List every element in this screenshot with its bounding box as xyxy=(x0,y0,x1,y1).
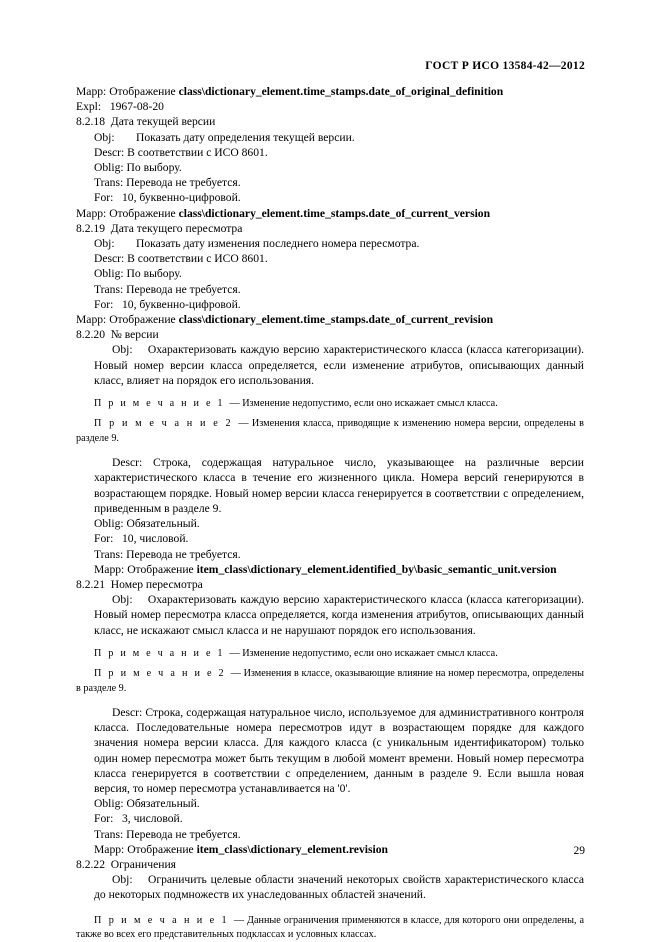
field-label: For: xyxy=(94,191,114,205)
note-label: П р и м е ч а н и е 2 xyxy=(94,418,239,430)
section-heading: 8.2.22 Ограничения xyxy=(76,857,176,871)
field-label: Expl: xyxy=(76,100,102,114)
field-value: Перевода не требуется. xyxy=(126,282,241,296)
field-value: Охарактеризовать каждую версию характеристического класса (класса категоризации). Новый номер пересмотра класса определяется, когда изменения атрибутов, описывающих данный класс, не искажают смысл класса и не нарушают порядок его использования. xyxy=(94,593,585,637)
mapping-code: class\dictionary_element.time_stamps.date_of_current_revision xyxy=(178,313,494,327)
field-label: Obj: xyxy=(94,130,115,144)
field-label: Mapp: xyxy=(94,562,125,576)
field-label: Oblig: xyxy=(94,517,124,531)
field-row xyxy=(76,282,584,297)
note-label: П р и м е ч а н и е 1 xyxy=(94,647,230,659)
field-value: Перевода не требуется. xyxy=(126,176,241,190)
field-label: For: xyxy=(94,297,114,311)
field-row xyxy=(76,531,584,546)
field-row xyxy=(76,562,584,577)
field-label: Descr: xyxy=(94,252,125,266)
field-paragraph xyxy=(76,455,584,516)
field-label: Obj: xyxy=(112,593,133,607)
field-value: Охарактеризовать каждую версию характеристического класса (класса категоризации). Новый номер версии класса определяется, если изменение атрибутов, описывающих данный класс, влияет на порядок его использования. xyxy=(94,343,585,387)
field-row xyxy=(76,827,584,842)
note-text: — Данные ограничения применяются в классе, для которого они определены, а также во всех его представительных подклассах и условных классах. xyxy=(76,914,584,940)
field-value: В соответствии с ИСО 8601. xyxy=(127,145,268,159)
note-text: — Изменения в классе, оказывающие влияние на номер пересмотра, определены в разделе 9. xyxy=(76,668,584,694)
field-label: Mapp: xyxy=(94,842,125,856)
field-row xyxy=(76,206,584,221)
field-value: 1967-08-20 xyxy=(109,100,164,114)
mapping-code: class\dictionary_element.time_stamps.date_of_current_version xyxy=(178,206,491,220)
field-row xyxy=(76,99,584,114)
field-row xyxy=(76,236,584,251)
note-label: П р и м е ч а н и е 1 xyxy=(94,398,230,410)
section-heading: 8.2.18 Дата текущей версии xyxy=(76,115,216,129)
field-row xyxy=(76,811,584,826)
field-paragraph xyxy=(76,342,584,388)
field-row xyxy=(76,297,584,312)
field-paragraph xyxy=(76,872,584,902)
field-value: 3, числовой. xyxy=(122,812,183,826)
field-row xyxy=(76,312,584,327)
field-row xyxy=(76,266,584,281)
field-value: Отображение xyxy=(109,85,179,98)
field-label: For: xyxy=(94,532,114,546)
field-label: Descr: xyxy=(112,705,143,719)
note-text: — Изменение недопустимо, если оно искажает смысл класса. xyxy=(229,398,498,410)
note-text: — Изменения класса, приводящие к изменению номера версии, определены в разделе 9. xyxy=(76,418,584,444)
note-label: П р и м е ч а н и е 1 xyxy=(94,914,234,926)
field-label: Trans: xyxy=(94,547,124,561)
field-value: По выбору. xyxy=(126,161,182,175)
field-value: 10, числовой. xyxy=(122,532,189,546)
field-row xyxy=(76,190,584,205)
page-number: 29 xyxy=(573,845,585,857)
mapping-code: item_class\dictionary_element.identified_by\basic_semantic_unit.version xyxy=(196,562,557,576)
field-row xyxy=(76,175,584,190)
field-label: Descr: xyxy=(94,145,125,159)
field-row xyxy=(76,160,584,175)
field-label: Mapp: xyxy=(76,313,107,327)
field-value: Отображение xyxy=(109,313,179,327)
mapping-code: class\dictionary_element.time_stamps.date_of_original_definition xyxy=(178,85,504,98)
note-paragraph xyxy=(76,397,584,411)
field-row xyxy=(76,516,584,531)
document-body xyxy=(76,84,584,942)
field-value: В соответствии с ИСО 8601. xyxy=(127,252,268,266)
field-paragraph xyxy=(76,592,584,638)
section-heading: 8.2.21 Номер пересмотра xyxy=(76,577,203,591)
field-value: Обязательный. xyxy=(126,517,200,531)
field-label: Mapp: xyxy=(76,206,107,220)
field-value: 10, буквенно-цифровой. xyxy=(122,191,241,205)
field-paragraph xyxy=(76,705,584,796)
field-row xyxy=(76,796,584,811)
field-label: Trans: xyxy=(94,176,124,190)
field-value: Строка, содержащая натуральное число, указывающее на различные версии характеристического класса в течение его жизненного цикла. Номера версий генерируются в возрастающем порядке. Новый номер версии класса генерируется в соответствии с определением, приведенным в разделе 9. xyxy=(94,456,584,515)
section-heading: 8.2.19 Дата текущего пересмотра xyxy=(76,221,243,235)
field-label: Descr: xyxy=(112,456,143,470)
field-value: Показать дату определения текущей версии. xyxy=(136,130,355,144)
field-value: Показать дату изменения последнего номера пересмотра. xyxy=(136,237,420,251)
note-text: — Изменение недопустимо, если оно искажает смысл класса. xyxy=(229,647,498,659)
field-value: Перевода не требуется. xyxy=(126,827,241,841)
field-label: Oblig: xyxy=(94,161,124,175)
field-label: Obj: xyxy=(112,873,133,887)
field-label: Obj: xyxy=(94,237,115,251)
field-value: Обязательный. xyxy=(126,797,200,811)
field-row xyxy=(76,842,584,857)
field-label: Trans: xyxy=(94,282,124,296)
section-heading: 8.2.20 № версии xyxy=(76,328,159,342)
field-label: Oblig: xyxy=(94,797,124,811)
field-row xyxy=(76,130,584,145)
field-label: Trans: xyxy=(94,827,124,841)
field-row xyxy=(76,145,584,160)
field-value: Отображение xyxy=(109,206,179,220)
field-value: Ограничить целевые области значений некоторых свойств характеристического класса до некоторых подмножеств их унаследованных областей значений. xyxy=(94,873,584,902)
field-row xyxy=(76,84,584,99)
field-row xyxy=(76,251,584,266)
field-value: Отображение xyxy=(127,562,197,576)
field-row xyxy=(76,547,584,562)
field-value: Отображение xyxy=(127,842,197,856)
field-label: Mapp: xyxy=(76,85,107,98)
note-paragraph xyxy=(76,914,584,942)
note-paragraph xyxy=(76,667,584,696)
note-label: П р и м е ч а н и е 2 xyxy=(94,668,231,680)
field-label: Oblig: xyxy=(94,267,124,281)
field-value: По выбору. xyxy=(126,267,182,281)
note-paragraph xyxy=(76,417,584,446)
field-value: Перевода не требуется. xyxy=(126,547,241,561)
field-value: 10, буквенно-цифровой. xyxy=(122,297,241,311)
page-header: ГОСТ Р ИСО 13584-42—2012 xyxy=(425,60,585,72)
mapping-code: item_class\dictionary_element.revision xyxy=(196,842,388,856)
field-label: For: xyxy=(94,812,114,826)
field-value: Строка, содержащая натуральное число, используемое для административного контроля класса. Последовательные номера пересмотров идут в возрастающем порядке для каждого значения номера версии класса. Для каждого класса (с уникальным идентификатором) только один номер пересмотра может быть текущим в любой момент времени. Новый номер пересмотра класса генерируется в соответствии с определением, данным в разделе 9. Если вышла новая версия, то номер пересмотра устанавливается на '0'. xyxy=(94,705,584,795)
field-label: Obj: xyxy=(112,343,133,357)
note-paragraph xyxy=(76,647,584,661)
